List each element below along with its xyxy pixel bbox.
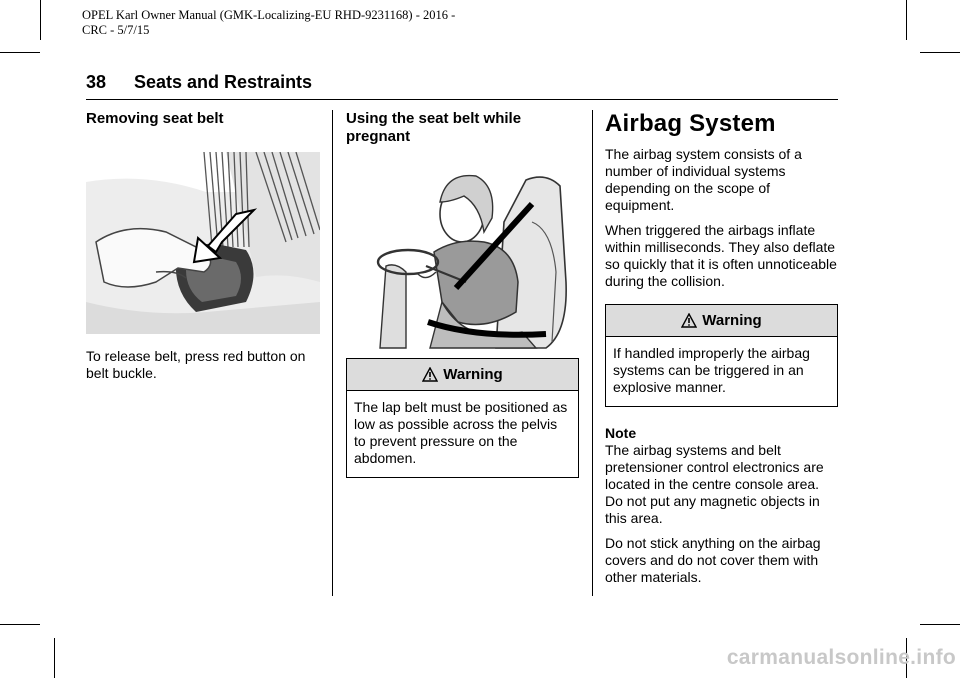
warning-triangle-icon xyxy=(681,313,697,328)
warning-label: Warning xyxy=(702,312,762,329)
column-seat-belt-pregnant xyxy=(346,110,580,478)
document-meta: OPEL Karl Owner Manual (GMK-Localizing-EU RHD-9231168) - 2016 - CRC - 5/7/15 xyxy=(82,8,456,37)
warning-label: Warning xyxy=(443,366,503,383)
crop-mark xyxy=(40,0,41,40)
crop-mark xyxy=(920,52,960,53)
airbag-system-title: Airbag System xyxy=(605,110,776,137)
crop-mark xyxy=(0,624,40,625)
note-text: The airbag systems and belt pretensioner control electronics are located in the centre console area. Do not put any magnetic objects in this area. xyxy=(605,442,824,526)
warning-text: If handled improperly the airbag systems can be triggered in an explosive manner. xyxy=(613,345,810,395)
warning-triangle-icon xyxy=(422,367,438,382)
column-divider xyxy=(592,110,593,596)
instruction-release-belt: To release belt, press red button on belt buckle. xyxy=(86,348,306,381)
airbag-para-2: When triggered the airbags inflate within milliseconds. They also deflate so quickly that it is often unnoticeable during the collision. xyxy=(605,222,837,289)
airbag-para-3: Do not stick anything on the airbag covers and do not cover them with other materials. xyxy=(605,535,821,585)
warning-box-airbag xyxy=(605,304,838,407)
column-airbag-system xyxy=(605,110,839,586)
crop-mark xyxy=(0,52,40,53)
column-divider xyxy=(332,110,333,596)
heading-removing-seat-belt: Removing seat belt xyxy=(86,110,224,127)
page-header xyxy=(86,70,838,100)
warning-box-pregnant xyxy=(346,358,579,478)
watermark: carmanualsonline.info xyxy=(726,646,956,669)
warning-header xyxy=(347,359,578,391)
heading-pregnant-line2: pregnant xyxy=(346,128,411,145)
heading-pregnant-line1: Using the seat belt while xyxy=(346,110,522,127)
section-title: Seats and Restraints xyxy=(134,72,313,92)
pregnant-driver-seat-belt-illustration xyxy=(346,162,580,352)
page-number: 38 xyxy=(86,72,107,92)
column-removing-seat-belt xyxy=(86,110,320,382)
seat-belt-buckle-release-illustration xyxy=(86,152,320,334)
airbag-para-1: The airbag system consists of a number of individual systems depending on the scope of equipment. xyxy=(605,146,802,213)
warning-text: The lap belt must be positioned as low as possible across the pelvis to prevent pressure on the abdomen. xyxy=(354,399,568,466)
note-label: Note xyxy=(605,425,637,441)
crop-mark xyxy=(54,638,55,678)
crop-mark xyxy=(920,624,960,625)
warning-header xyxy=(606,305,837,337)
crop-mark xyxy=(906,0,907,40)
